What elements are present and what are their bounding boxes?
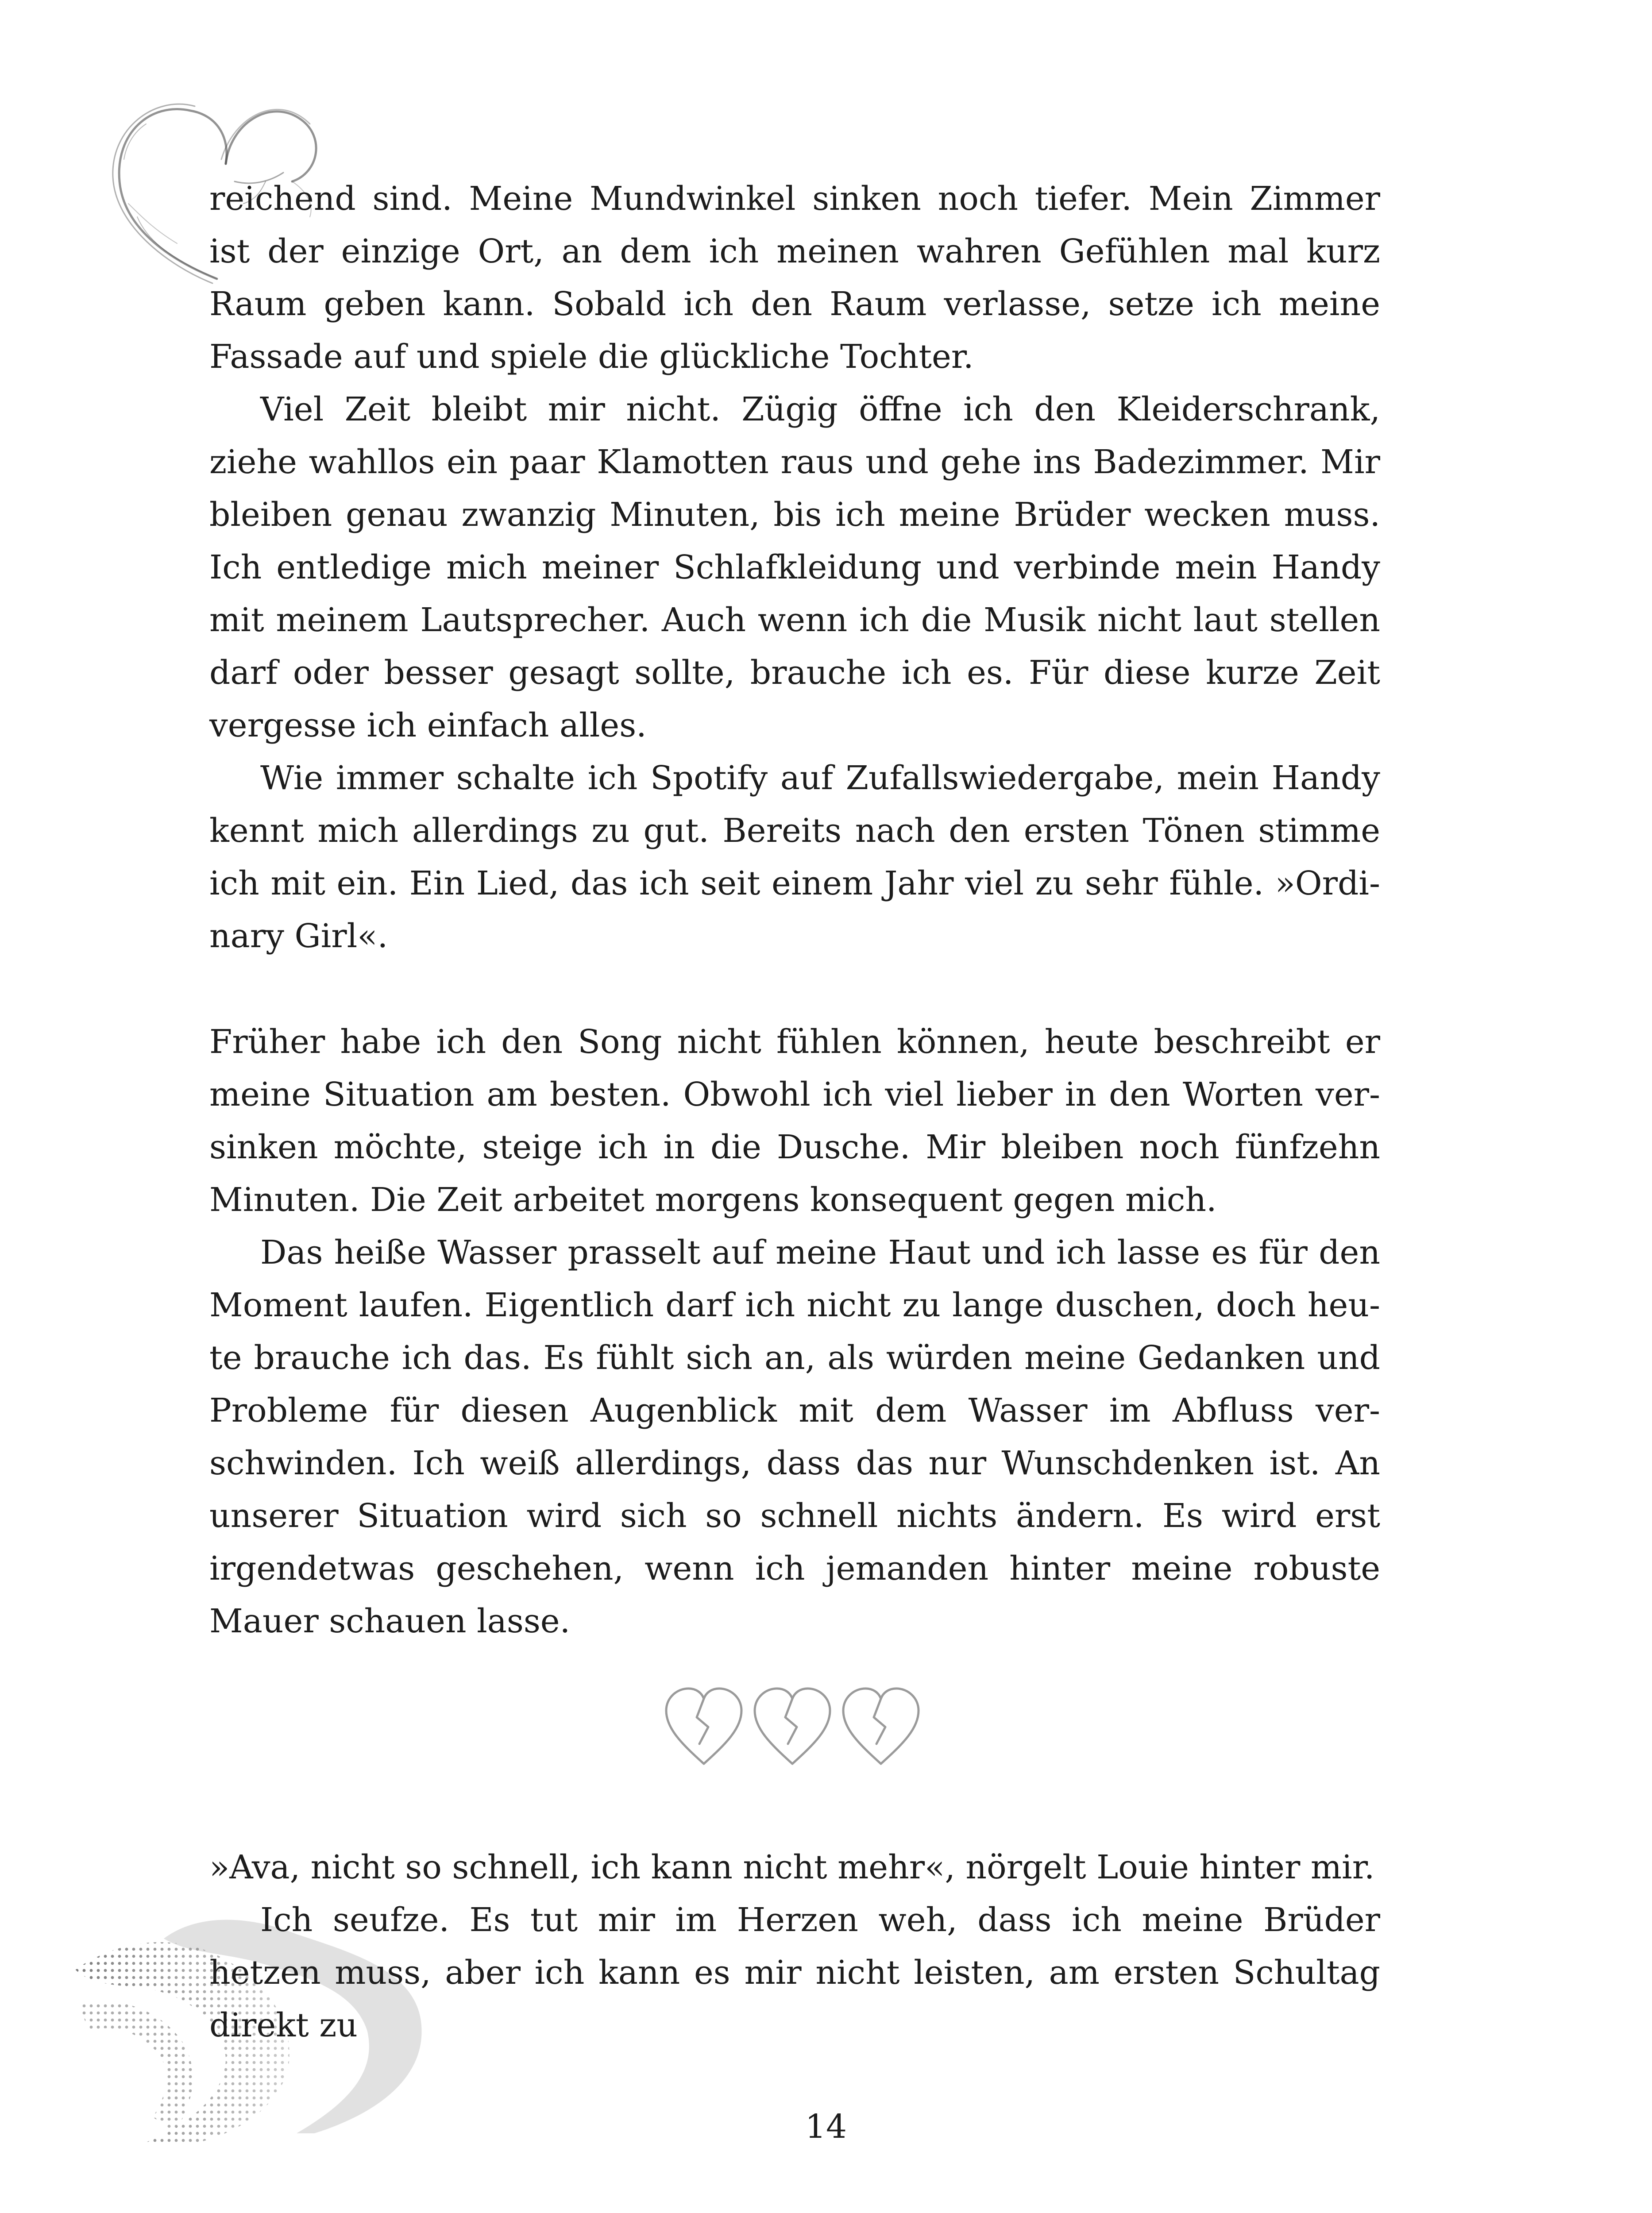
broken-heart-icon (755, 1689, 830, 1764)
text-block-2 (209, 1016, 1380, 1648)
paragraph: »Ava, nicht so schnell, ich kann nicht mehr«, nörgelt Louie hinter mir. (209, 1848, 1375, 1886)
paragraph: Das heiße Wasser prasselt auf meine Haut und ich lasse es für den Moment laufen. Eigentlich darf ich nicht zu lange duschen, doch heute brauche ich das. Es fühlt sich an, als würden meine Gedanken und Probleme für diesen Augenblick mit dem Wasser im Abfluss verschwinden. Ich weiß allerdings, dass das nur Wunschdenken ist. An unserer Situation wird sich so schnell nichts ändern. Es wird erst irgendetwas geschehen, wenn ich jemanden hinter meine robuste Mauer schauen lasse. (209, 1234, 1380, 1640)
paragraph: Ich seufze. Es tut mir im Herzen weh, dass ich meine Brüder hetzen muss, aber ich kann es mir nicht leisten, am ersten Schultag direkt zu (209, 1901, 1380, 2044)
broken-heart-icon (666, 1689, 741, 1764)
paragraph: Viel Zeit bleibt mir nicht. Zügig öffne ich den Kleiderschrank, ziehe wahllos ein paar Klamotten raus und gehe ins Badezimmer. Mir bleiben genau zwanzig Minuten, bis ich meine Brüder wecken muss. Ich entledige mich meiner Schlafkleidung und verbinde mein Handy mit meinem Lautsprecher. Auch wenn ich die Musik nicht laut stellen darf oder besser gesagt sollte, brauche ich es. Für diese kurze Zeit vergesse ich einfach alles. (209, 390, 1380, 744)
three-broken-hearts-icon (660, 1682, 934, 1770)
broken-heart-icon (843, 1689, 919, 1764)
paragraph: Früher habe ich den Song nicht fühlen können, heute beschreibt er meine Situation am besten. Obwohl ich viel lieber in den Worten versinken möchte, steige ich in die Dusche. Mir bleiben noch fünfzehn Minuten. Die Zeit arbeitet morgens konsequent gegen mich. (209, 1023, 1380, 1219)
paragraph: Wie immer schalte ich Spotify auf Zufallswiedergabe, mein Handy kennt mich allerdings zu gut. Bereits nach den ersten Tönen stimme ich mit ein. Ein Lied, das ich seit einem Jahr viel zu sehr fühle. »Ordinary Girl«. (209, 759, 1380, 955)
paragraph: reichend sind. Meine Mundwinkel sinken noch tiefer. Mein Zimmer ist der einzige Ort, an dem ich meinen wahren Gefühlen mal kurz Raum geben kann. Sobald ich den Raum verlasse, setze ich meine Fassade auf und spiele die glückliche Tochter. (209, 180, 1380, 376)
page-number: 14 (805, 2108, 847, 2146)
text-block-1 (209, 173, 1380, 963)
text-block-3 (209, 1841, 1380, 2052)
